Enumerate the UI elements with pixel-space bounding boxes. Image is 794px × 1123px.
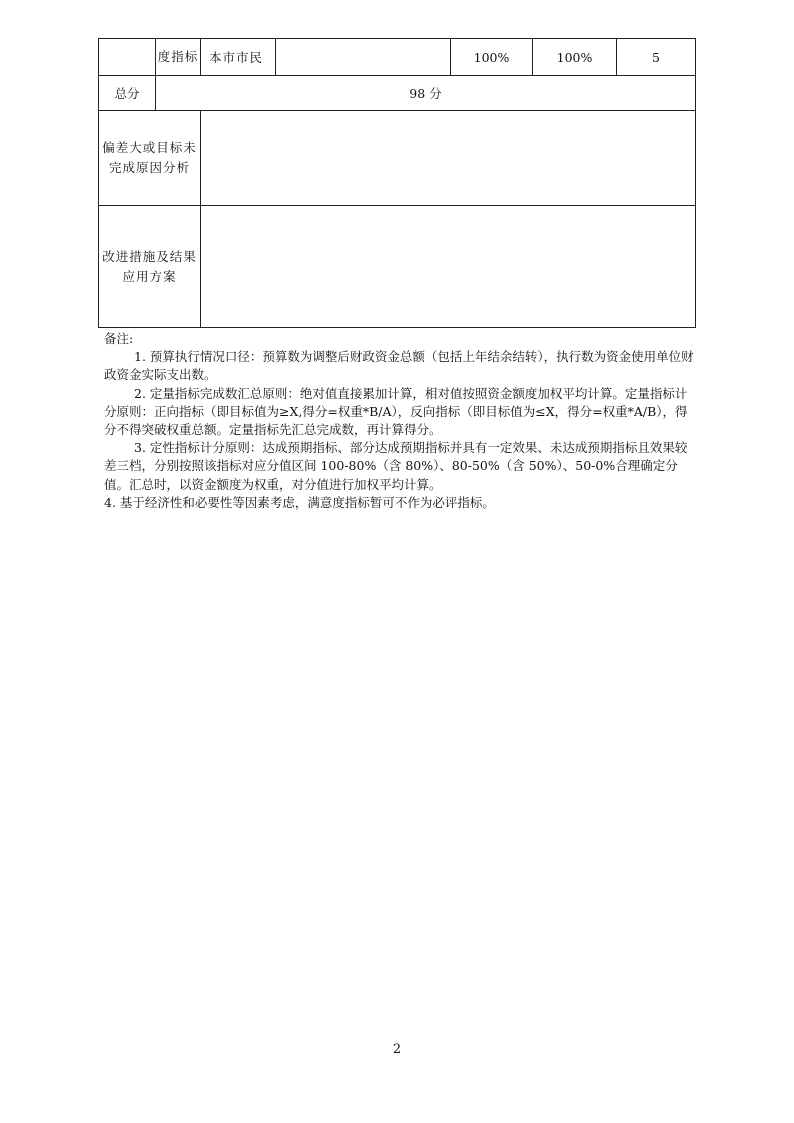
target-value-cell: 100% (451, 39, 533, 76)
deviation-label-text: 偏差大或目标未完成原因分析 (102, 140, 197, 175)
content-cell (276, 39, 451, 76)
total-score: 98 分 (156, 76, 696, 111)
note-item: 4. 基于经济性和必要性等因素考虑，满意度指标暂可不作为必评指标。 (104, 494, 495, 510)
category-cell (99, 39, 156, 76)
deviation-label (99, 111, 201, 206)
actual-value-cell: 100% (533, 39, 617, 76)
subcategory-cell: 度指标 (156, 39, 201, 76)
improvement-row (99, 206, 696, 328)
page-number: 2 (392, 1042, 402, 1057)
deviation-row (99, 111, 696, 206)
indicator-cell: 本市市民 (201, 39, 276, 76)
total-row (99, 76, 696, 111)
table-row (99, 39, 696, 76)
improvement-content (201, 206, 696, 328)
deviation-content (201, 111, 696, 206)
score-cell: 5 (617, 39, 696, 76)
improvement-label (99, 206, 201, 328)
improvement-label-text: 改进措施及结果应用方案 (102, 248, 197, 284)
note-item: 3. 定性指标计分原则：达成预期指标、部分达成预期指标并具有一定效果、未达成预期指标且效果较差三档，分别按照该指标对应分值区间 100-80%（含 80%）、80-50%（含 50%）、50-0%合理确定分值。汇总时，以资金额度为权重，对分值进行加权平均计算。 (104, 440, 688, 492)
notes-title: 备注: (104, 331, 134, 346)
note-item: 1. 预算执行情况口径：预算数为调整后财政资金总额（包括上年结余结转），执行数为资金使用单位财政资金实际支出数。 (104, 349, 694, 383)
performance-table (98, 38, 696, 328)
note-item: 2. 定量指标完成数汇总原则：绝对值直接累加计算，相对值按照资金额度加权平均计算。定量指标计分原则：正向指标（即目标值为≥X,得分=权重*B/A），反向指标（即目标值为≤X，得分=权重*A/B），得分不得突破权重总额。定量指标先汇总完成数，再计算得分。 (104, 385, 688, 438)
notes-section (104, 330, 696, 512)
total-label: 总分 (99, 76, 156, 111)
